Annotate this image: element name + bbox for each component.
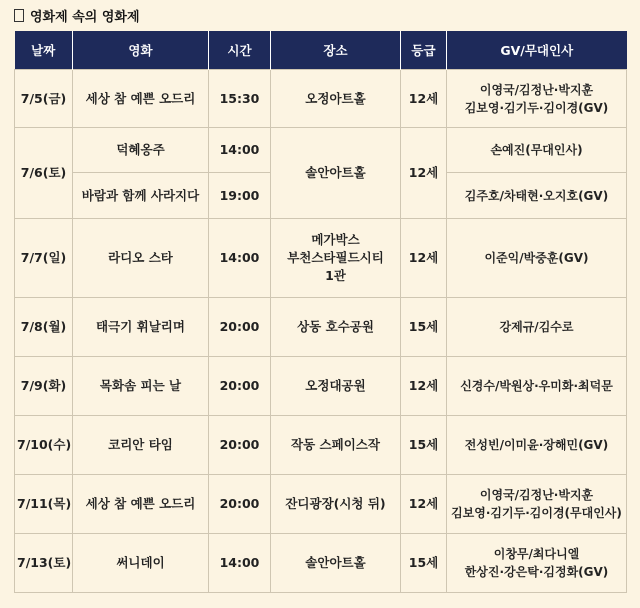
table-row (15, 534, 627, 593)
cell-place: 오정아트홀 (271, 70, 401, 128)
page-title-text: 영화제 속의 영화제 (30, 10, 140, 25)
cell-rating: 12세 (401, 357, 447, 416)
cell-gv: 전성빈/이미윤·장해민(GV) (447, 416, 627, 475)
cell-movie: 코리안 타임 (73, 416, 209, 475)
cell-date: 7/6(토) (15, 128, 73, 219)
cell-time: 20:00 (209, 416, 271, 475)
cell-movie: 덕혜옹주 (73, 128, 209, 173)
header-date: 날짜 (15, 31, 73, 70)
cell-rating: 15세 (401, 298, 447, 357)
cell-time: 14:00 (209, 534, 271, 593)
gv-line: 김보영·김기두·김이경(GV) (464, 100, 609, 115)
place-line: 1관 (325, 268, 346, 283)
cell-gv: 신경수/박원상·우미화·최덕문 (447, 357, 627, 416)
cell-place: 솔안아트홀 (271, 128, 401, 219)
header-movie: 영화 (73, 31, 209, 70)
table-header-row (15, 31, 627, 70)
checkbox-icon (14, 9, 24, 22)
cell-gv (447, 70, 627, 128)
header-rating: 등급 (401, 31, 447, 70)
cell-movie: 써니데이 (73, 534, 209, 593)
header-time: 시간 (209, 31, 271, 70)
cell-time: 15:30 (209, 70, 271, 128)
cell-date: 7/8(월) (15, 298, 73, 357)
cell-place: 상동 호수공원 (271, 298, 401, 357)
place-line: 메가박스 (311, 232, 360, 247)
cell-place: 오정대공원 (271, 357, 401, 416)
header-place: 장소 (271, 31, 401, 70)
cell-date: 7/9(화) (15, 357, 73, 416)
cell-rating: 15세 (401, 534, 447, 593)
cell-gv: 김주호/차태현·오지호(GV) (447, 173, 627, 219)
cell-date: 7/10(수) (15, 416, 73, 475)
cell-movie: 라디오 스타 (73, 219, 209, 298)
table-row (15, 357, 627, 416)
cell-time: 14:00 (209, 128, 271, 173)
cell-time: 20:00 (209, 298, 271, 357)
gv-line: 김보영·김기두·김이경(무대인사) (451, 506, 622, 520)
table-row (15, 475, 627, 534)
place-line: 부천스타필드시티 (287, 250, 384, 265)
cell-movie: 목화솜 피는 날 (73, 357, 209, 416)
gv-line: 이영국/김정난·박지훈 (479, 488, 594, 502)
cell-movie: 세상 참 예쁜 오드리 (73, 475, 209, 534)
cell-gv (447, 534, 627, 593)
table-row (15, 298, 627, 357)
cell-place: 잔디광장(시청 뒤) (271, 475, 401, 534)
cell-date: 7/13(토) (15, 534, 73, 593)
page-title (14, 6, 140, 25)
cell-gv (447, 475, 627, 534)
cell-place: 솔안아트홀 (271, 534, 401, 593)
cell-gv: 이준익/박중훈(GV) (447, 219, 627, 298)
cell-rating: 12세 (401, 70, 447, 128)
cell-time: 20:00 (209, 357, 271, 416)
cell-movie: 바람과 함께 사라지다 (73, 173, 209, 219)
cell-time: 19:00 (209, 173, 271, 219)
table-row (15, 128, 627, 173)
table-row (15, 70, 627, 128)
cell-movie: 세상 참 예쁜 오드리 (73, 70, 209, 128)
cell-time: 14:00 (209, 219, 271, 298)
cell-place: 작동 스페이스작 (271, 416, 401, 475)
cell-rating: 12세 (401, 128, 447, 219)
gv-line: 한상진·강은탁·김정화(GV) (464, 565, 609, 579)
schedule-table (14, 31, 627, 593)
table-row (15, 219, 627, 298)
header-gv: GV/무대인사 (447, 31, 627, 70)
gv-line: 이창무/최다니엘 (493, 547, 580, 561)
cell-time: 20:00 (209, 475, 271, 534)
cell-date: 7/7(일) (15, 219, 73, 298)
cell-date: 7/5(금) (15, 70, 73, 128)
cell-place (271, 219, 401, 298)
cell-rating: 15세 (401, 416, 447, 475)
table-row (15, 416, 627, 475)
cell-gv: 손예진(무대인사) (447, 128, 627, 173)
cell-rating: 12세 (401, 219, 447, 298)
cell-date: 7/11(목) (15, 475, 73, 534)
cell-gv: 강제규/김수로 (447, 298, 627, 357)
cell-rating: 12세 (401, 475, 447, 534)
gv-line: 이영국/김정난·박지훈 (479, 82, 594, 97)
cell-movie: 태극기 휘날리며 (73, 298, 209, 357)
